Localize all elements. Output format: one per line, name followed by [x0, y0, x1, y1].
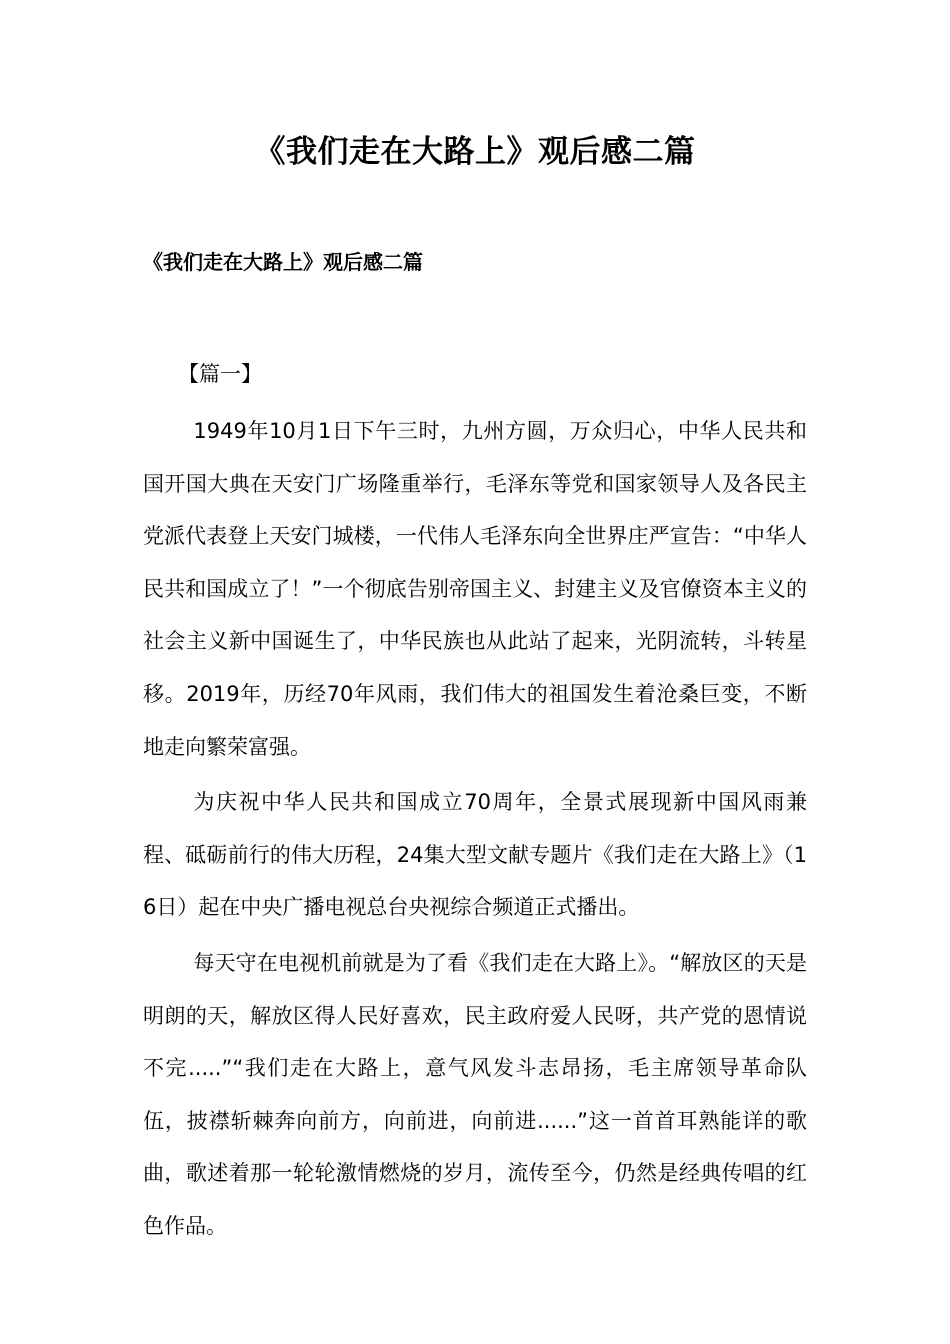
paragraph: 每天守在电视机前就是为了看《我们走在大路上》。“解放区的天是明朗的天，解放区得人民好喜欢，民主政府爱人民呀，共产党的恩情说不完.....”“我们走在大路上，意气风发斗志昂扬，毛主席领导革命队伍，披襟斩棘奔向前方，向前进，向前进......”这一首首耳熟能详的歌曲，歌述着那一轮轮激情燃烧的岁月，流传至今，仍然是经典传唱的红色作品。: [143, 950, 807, 1238]
document-body: [143, 405, 807, 1256]
section-label: 【篇一】: [178, 362, 262, 386]
document-subtitle: 《我们走在大路上》观后感二篇: [143, 250, 423, 274]
paragraph: 1949年10月1日下午三时，九州方圆，万众归心，中华人民共和国开国大典在天安门广场隆重举行，毛泽东等党和国家领导人及各民主党派代表登上天安门城楼，一代伟人毛泽东向全世界庄严宣告：“中华人民共和国成立了！”一个彻底告别帝国主义、封建主义及官僚资本主义的社会主义新中国诞生了，中华民族也从此站了起来，光阴流转，斗转星移。2019年，历经70年风雨，我们伟大的祖国发生着沧桑巨变，不断地走向繁荣富强。: [143, 419, 807, 759]
document-title: 《我们走在大路上》观后感二篇: [254, 134, 696, 170]
paragraph: 为庆祝中华人民共和国成立70周年，全景式展现新中国风雨兼程、砥砺前行的伟大历程，24集大型文献专题片《我们走在大路上》（16日）起在中央广播电视总台央视综合频道正式播出。: [143, 790, 807, 920]
